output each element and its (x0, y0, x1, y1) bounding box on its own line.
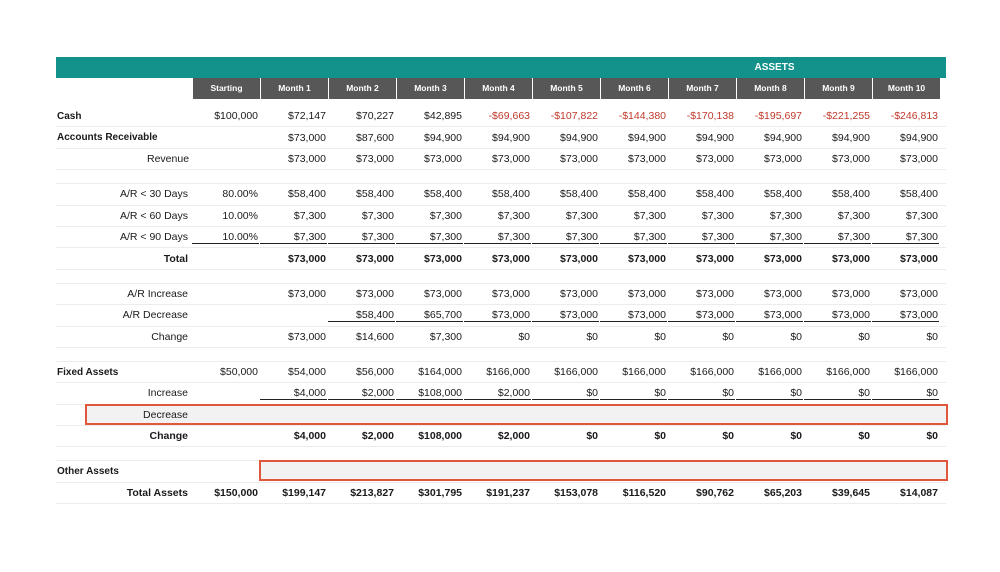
table-cell[interactable]: $73,000 (560, 252, 598, 265)
row-label[interactable]: Cash (57, 110, 82, 122)
column-header[interactable]: Month 7 (669, 78, 736, 99)
table-cell[interactable]: $0 (586, 430, 598, 443)
table-cell[interactable]: $73,000 (764, 287, 802, 300)
table-cell[interactable]: $7,300 (260, 231, 327, 244)
table-cell[interactable]: $7,300 (633, 209, 666, 222)
row-label[interactable]: Total (163, 252, 188, 265)
table-body (56, 106, 946, 504)
table-cell[interactable]: $73,000 (424, 287, 462, 300)
table-cell[interactable]: $166,000 (486, 366, 530, 379)
table-row (56, 284, 946, 305)
column-header[interactable]: Month 4 (465, 78, 532, 99)
table-cell[interactable]: $58,400 (288, 188, 326, 201)
table-cell[interactable]: $58,400 (424, 188, 462, 201)
table-cell[interactable]: $7,300 (600, 231, 667, 244)
table-cell[interactable]: $7,300 (769, 209, 802, 222)
row-label[interactable]: Accounts Receivable (57, 132, 158, 144)
row-label[interactable]: Fixed Assets (57, 366, 119, 378)
table-row (56, 362, 946, 383)
table-cell[interactable]: $164,000 (418, 366, 462, 379)
table-cell[interactable]: $73,000 (696, 152, 734, 165)
table-cell[interactable]: $73,000 (900, 152, 938, 165)
table-cell[interactable]: $0 (790, 430, 802, 443)
table-cell[interactable]: $0 (736, 387, 803, 400)
table-cell[interactable]: $0 (668, 387, 735, 400)
table-cell[interactable]: $166,000 (554, 366, 598, 379)
table-cell[interactable]: $94,900 (560, 131, 598, 144)
table-cell[interactable]: $54,000 (288, 366, 326, 379)
row-label[interactable]: Revenue (147, 152, 190, 165)
table-cell[interactable]: -$221,255 (822, 110, 870, 123)
highlight-other-assets-row (259, 460, 948, 481)
table-row (56, 127, 946, 148)
table-cell[interactable]: $0 (586, 330, 598, 343)
table-cell[interactable]: $7,300 (429, 330, 462, 343)
table-row (56, 227, 946, 248)
table-cell[interactable]: $7,300 (396, 231, 463, 244)
table-cell[interactable]: $73,000 (900, 252, 938, 265)
table-cell[interactable]: $301,795 (418, 487, 462, 500)
table-cell[interactable]: $7,300 (736, 231, 803, 244)
row-label[interactable]: Other Assets (57, 466, 119, 478)
table-cell[interactable]: $4,000 (260, 387, 327, 400)
table-cell[interactable]: $116,520 (622, 487, 666, 500)
row-label[interactable]: Increase (147, 387, 188, 400)
table-cell[interactable]: $166,000 (622, 366, 666, 379)
table-cell[interactable]: $0 (722, 330, 734, 343)
table-cell[interactable]: $58,400 (764, 188, 802, 201)
column-header[interactable]: Month 2 (329, 78, 396, 99)
column-header[interactable]: Month 9 (805, 78, 872, 99)
table-cell[interactable]: $73,000 (628, 152, 666, 165)
row-label[interactable]: Change (151, 330, 188, 343)
table-cell[interactable]: $0 (600, 387, 667, 400)
table-cell[interactable]: $7,300 (293, 209, 326, 222)
table-cell[interactable]: 80.00% (222, 188, 258, 201)
spacer-row (56, 270, 946, 284)
spacer-row (56, 170, 946, 184)
table-cell[interactable]: $73,000 (736, 309, 803, 322)
table-cell[interactable]: $2,000 (464, 387, 531, 400)
table-cell[interactable]: $58,400 (492, 188, 530, 201)
table-cell[interactable]: $73,000 (804, 309, 871, 322)
column-header[interactable]: Month 10 (873, 78, 940, 99)
table-cell[interactable]: $2,000 (361, 430, 394, 443)
table-cell[interactable]: $2,000 (328, 387, 395, 400)
table-cell[interactable]: $70,227 (356, 110, 394, 123)
table-cell[interactable]: $73,000 (532, 309, 599, 322)
table-cell[interactable]: $73,000 (492, 287, 530, 300)
table-row (56, 461, 946, 482)
table-cell[interactable]: $73,000 (764, 152, 802, 165)
table-row (56, 483, 946, 504)
table-cell[interactable]: $65,203 (764, 487, 802, 500)
table-row (56, 106, 946, 127)
header-label-cell (56, 78, 192, 99)
table-cell[interactable]: $94,900 (832, 131, 870, 144)
table-cell[interactable]: $7,300 (668, 231, 735, 244)
table-cell[interactable]: $94,900 (424, 131, 462, 144)
table-cell[interactable]: $7,300 (872, 231, 939, 244)
table-cell[interactable]: $7,300 (565, 209, 598, 222)
table-cell[interactable]: $73,000 (764, 252, 802, 265)
table-cell[interactable]: -$107,822 (550, 110, 598, 123)
table-cell[interactable]: $166,000 (758, 366, 802, 379)
table-row (56, 184, 946, 205)
table-cell[interactable]: $73,000 (628, 252, 666, 265)
table-cell[interactable]: $7,300 (837, 209, 870, 222)
table-cell[interactable]: $0 (518, 330, 530, 343)
table-cell[interactable]: $166,000 (690, 366, 734, 379)
table-cell[interactable]: $50,000 (220, 366, 258, 379)
table-cell[interactable]: $73,000 (832, 287, 870, 300)
table-cell[interactable]: $166,000 (894, 366, 938, 379)
table-cell[interactable]: $39,645 (832, 487, 870, 500)
table-cell[interactable]: $0 (654, 330, 666, 343)
row-label[interactable]: A/R < 30 Days (120, 188, 188, 201)
table-cell[interactable]: $7,300 (804, 231, 871, 244)
table-cell[interactable]: $0 (926, 430, 938, 443)
table-cell[interactable]: $73,000 (288, 252, 326, 265)
table-cell[interactable]: $73,000 (832, 152, 870, 165)
table-cell[interactable]: $7,300 (905, 209, 938, 222)
table-cell[interactable]: -$195,697 (754, 110, 802, 123)
column-header[interactable]: Starting (193, 78, 260, 99)
table-cell[interactable]: $73,000 (424, 252, 462, 265)
table-cell[interactable]: $73,000 (696, 287, 734, 300)
table-cell[interactable]: $0 (654, 430, 666, 443)
table-cell[interactable]: $73,000 (872, 309, 939, 322)
assets-banner-title: ASSETS (754, 62, 795, 73)
table-cell[interactable]: $72,147 (288, 110, 326, 123)
table-cell[interactable]: $0 (858, 430, 870, 443)
table-cell[interactable]: $73,000 (288, 131, 326, 144)
table-cell[interactable]: $58,400 (832, 188, 870, 201)
table-cell[interactable]: $0 (926, 330, 938, 343)
table-row (56, 149, 946, 170)
table-cell[interactable]: $94,900 (696, 131, 734, 144)
row-label[interactable]: A/R Decrease (122, 309, 188, 322)
table-cell[interactable]: $0 (532, 387, 599, 400)
column-header[interactable]: Month 6 (601, 78, 668, 99)
table-row (56, 426, 946, 447)
table-cell[interactable]: $7,300 (464, 231, 531, 244)
column-header[interactable]: Month 8 (737, 78, 804, 99)
column-header[interactable]: Month 3 (397, 78, 464, 99)
row-label[interactable]: Decrease (143, 408, 188, 421)
table-cell[interactable]: $7,300 (497, 209, 530, 222)
table-cell[interactable]: $153,078 (554, 487, 598, 500)
table-cell[interactable]: $7,300 (532, 231, 599, 244)
table-cell[interactable]: $0 (804, 387, 871, 400)
column-header-row (56, 78, 946, 99)
table-cell[interactable]: $166,000 (826, 366, 870, 379)
table-row (56, 248, 946, 269)
table-row (56, 305, 946, 326)
table-cell[interactable]: $73,000 (696, 252, 734, 265)
table-cell[interactable]: $73,000 (832, 252, 870, 265)
table-cell[interactable]: $0 (790, 330, 802, 343)
table-cell[interactable]: $90,762 (696, 487, 734, 500)
table-cell[interactable]: $73,000 (492, 252, 530, 265)
table-cell[interactable]: $7,300 (701, 209, 734, 222)
row-label[interactable]: A/R Increase (127, 287, 188, 300)
row-label[interactable]: Change (149, 430, 188, 443)
table-cell[interactable]: $4,000 (293, 430, 326, 443)
table-cell[interactable]: $73,000 (560, 152, 598, 165)
assets-spreadsheet (56, 57, 946, 504)
table-cell[interactable]: -$170,138 (686, 110, 734, 123)
table-cell[interactable]: $14,087 (900, 487, 938, 500)
table-cell[interactable]: $94,900 (492, 131, 530, 144)
table-cell[interactable]: 10.00% (222, 209, 258, 222)
table-cell[interactable]: $73,000 (600, 309, 667, 322)
table-cell[interactable]: $73,000 (288, 287, 326, 300)
table-cell[interactable]: $73,000 (492, 152, 530, 165)
table-cell[interactable]: $2,000 (497, 430, 530, 443)
spacer-row (56, 447, 946, 461)
table-cell[interactable]: $73,000 (560, 287, 598, 300)
table-cell[interactable]: $73,000 (628, 287, 666, 300)
row-label[interactable]: A/R < 90 Days (120, 231, 188, 244)
row-label[interactable]: Total Assets (126, 487, 188, 500)
table-cell[interactable]: $56,000 (356, 366, 394, 379)
spacer-row (56, 348, 946, 362)
table-cell[interactable]: $150,000 (214, 487, 258, 500)
table-cell[interactable]: -$69,663 (488, 110, 530, 123)
table-cell[interactable]: $0 (722, 430, 734, 443)
table-cell[interactable]: $73,000 (464, 309, 531, 322)
column-header[interactable]: Month 1 (261, 78, 328, 99)
table-cell[interactable]: $213,827 (350, 487, 394, 500)
table-cell[interactable]: $73,000 (356, 287, 394, 300)
table-cell[interactable]: $14,600 (356, 330, 394, 343)
table-cell[interactable]: -$246,813 (890, 110, 938, 123)
table-cell[interactable]: $58,400 (356, 188, 394, 201)
table-cell[interactable]: $58,400 (560, 188, 598, 201)
table-row (56, 383, 946, 404)
table-cell[interactable]: $58,400 (900, 188, 938, 201)
table-cell[interactable]: $94,900 (900, 131, 938, 144)
table-cell[interactable]: $94,900 (628, 131, 666, 144)
table-cell[interactable]: 10.00% (192, 231, 259, 244)
table-cell[interactable]: $94,900 (764, 131, 802, 144)
table-cell[interactable]: $73,000 (668, 309, 735, 322)
table-cell[interactable]: $58,400 (328, 309, 395, 322)
table-cell[interactable]: $58,400 (628, 188, 666, 201)
table-cell[interactable]: $0 (872, 387, 939, 400)
highlight-decrease-row (85, 404, 948, 425)
table-row (56, 405, 946, 426)
table-cell[interactable]: $87,600 (356, 131, 394, 144)
table-cell[interactable]: $191,237 (486, 487, 530, 500)
table-cell[interactable]: $7,300 (429, 209, 462, 222)
table-cell[interactable]: $42,895 (424, 110, 462, 123)
table-cell[interactable]: $108,000 (396, 387, 463, 400)
table-cell[interactable]: $0 (858, 330, 870, 343)
table-cell[interactable]: $73,000 (356, 252, 394, 265)
table-cell[interactable]: $7,300 (328, 231, 395, 244)
table-row (56, 206, 946, 227)
table-row (56, 327, 946, 348)
table-cell[interactable]: -$144,380 (618, 110, 666, 123)
table-cell[interactable]: $73,000 (900, 287, 938, 300)
table-cell[interactable]: $7,300 (361, 209, 394, 222)
table-cell[interactable]: $73,000 (288, 152, 326, 165)
table-cell[interactable]: $73,000 (288, 330, 326, 343)
row-label[interactable]: A/R < 60 Days (120, 209, 188, 222)
column-header[interactable]: Month 5 (533, 78, 600, 99)
table-cell[interactable]: $199,147 (282, 487, 326, 500)
table-cell[interactable]: $100,000 (214, 110, 258, 123)
table-cell[interactable]: $65,700 (396, 309, 463, 322)
assets-banner (56, 57, 946, 78)
table-cell[interactable]: $58,400 (696, 188, 734, 201)
table-cell[interactable]: $108,000 (418, 430, 462, 443)
table-cell[interactable]: $73,000 (356, 152, 394, 165)
table-cell[interactable]: $73,000 (424, 152, 462, 165)
